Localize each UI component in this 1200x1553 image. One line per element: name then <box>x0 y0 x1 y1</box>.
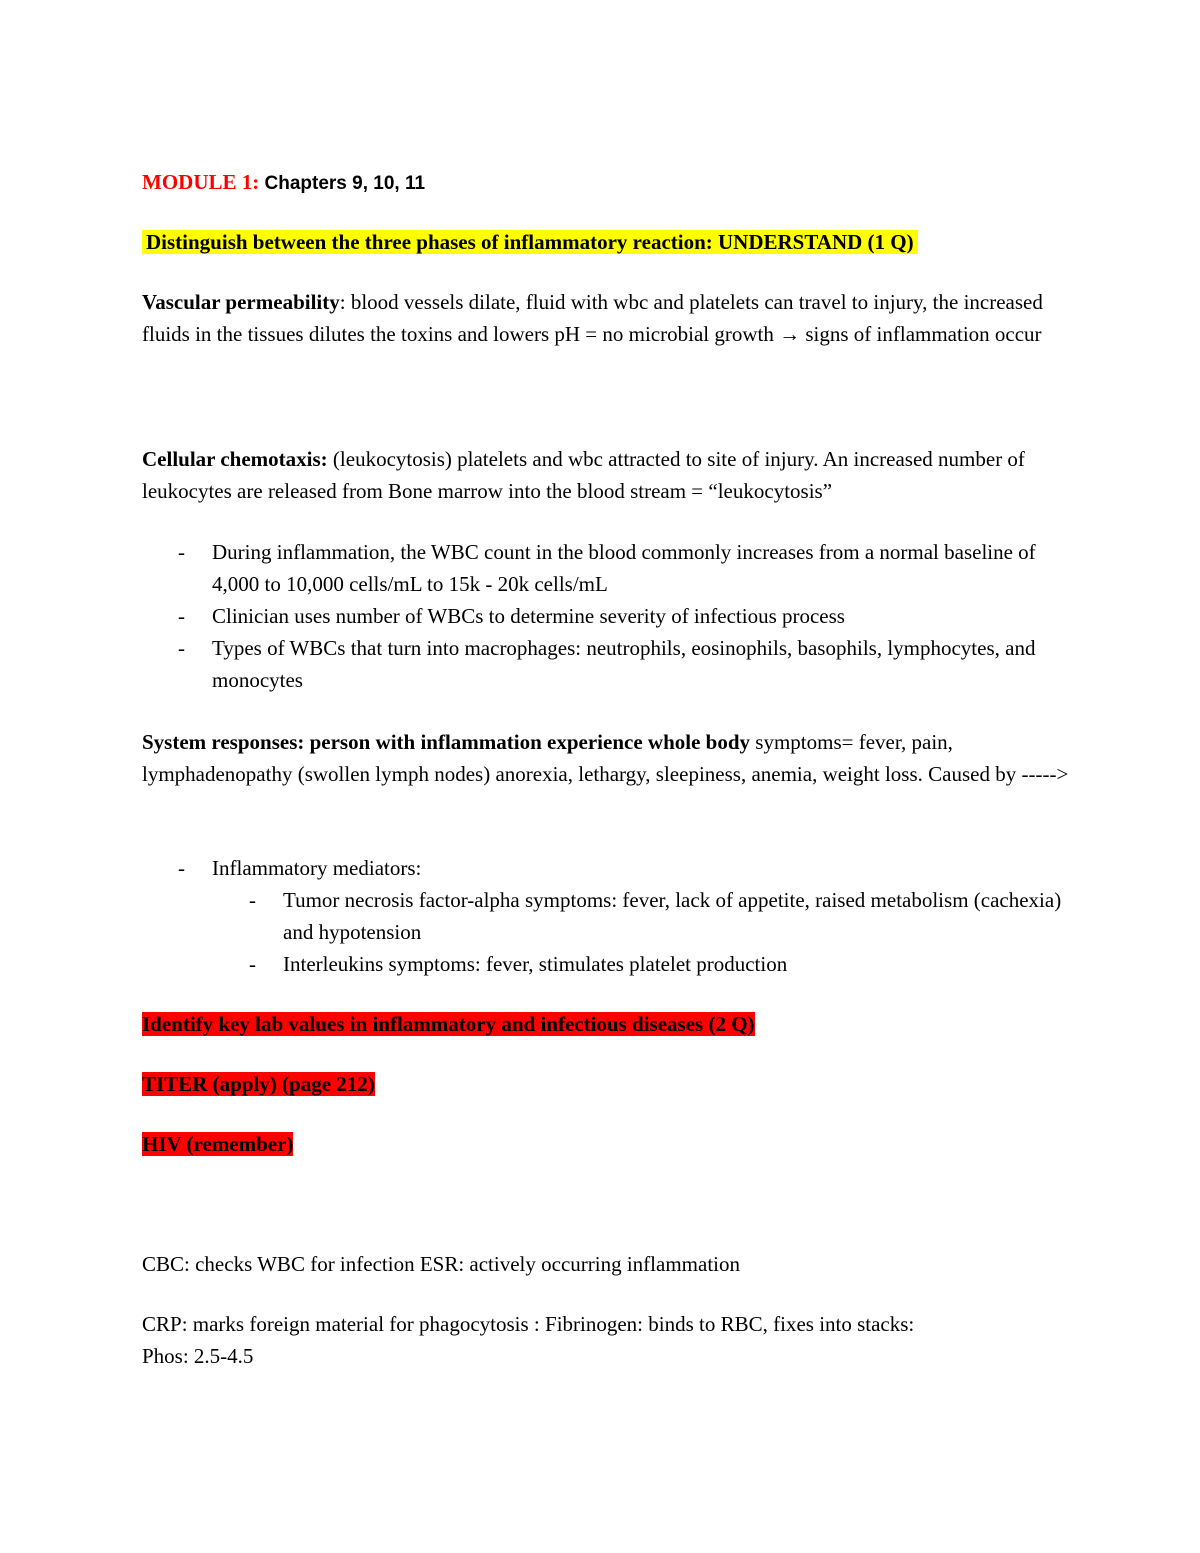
module-chapters: Chapters 9, 10, 11 <box>264 173 426 194</box>
dash-bullet: - <box>178 604 185 628</box>
cellular-bullet-list <box>178 536 1052 696</box>
cellular-paragraph <box>142 443 1072 507</box>
system-sub-bullet-list <box>249 884 1063 980</box>
list-item: - Tumor necrosis factor-alpha symptoms: fever, lack of appetite, raised metabolism (cachexia) and hypotension <box>283 884 1063 948</box>
dash-bullet: - <box>249 888 256 912</box>
system-text: symptoms= fever, pain, lymphadenopathy (swollen lymph nodes) anorexia, lethargy, sleepiness, anemia, weight loss. Caused by -----> <box>142 730 1069 786</box>
objective-heading-1 <box>142 226 1072 258</box>
system-term: System responses: person with inflammation experience whole body <box>142 730 751 754</box>
labs-line-1: CBC: checks WBC for infection ESR: actively occurring inflammation <box>142 1252 740 1276</box>
objective-heading-2 <box>142 1008 1072 1040</box>
vascular-paragraph <box>142 286 1072 350</box>
list-item: - Types of WBCs that turn into macrophages: neutrophils, eosinophils, basophils, lymphocytes, and monocytes <box>212 632 1052 696</box>
system-paragraph <box>142 726 1072 790</box>
dash-bullet: - <box>178 540 185 564</box>
dash-bullet: - <box>178 636 185 660</box>
vascular-term: Vascular permeability <box>142 290 340 314</box>
hiv-heading <box>142 1128 1072 1160</box>
list-item: - Interleukins symptoms: fever, stimulates platelet production <box>283 948 1063 980</box>
cellular-text: (leukocytosis) platelets and wbc attracted to site of injury. An increased number of leukocytes are released from Bone marrow into the blood stream = “leukocytosis” <box>142 447 1025 503</box>
list-item: - During inflammation, the WBC count in the blood commonly increases from a normal baseline of 4,000 to 10,000 cells/mL to 15k - 20k cells/mL <box>212 536 1052 600</box>
module-heading <box>142 166 1072 200</box>
dash-bullet: - <box>249 952 256 976</box>
module-label: MODULE 1: <box>142 170 260 194</box>
labs-line-3: Phos: 2.5-4.5 <box>142 1344 254 1368</box>
dash-bullet: - <box>178 856 185 880</box>
cellular-term: Cellular chemotaxis: <box>142 447 328 471</box>
list-item: - Clinician uses number of WBCs to determine severity of infectious process <box>212 600 1052 632</box>
list-item: - Inflammatory mediators: <box>212 852 1052 884</box>
vascular-text: : blood vessels dilate, fluid with wbc and platelets can travel to injury, the increased fluids in the tissues dilutes the toxins and lowers pH = no microbial growth → signs of inflammation occur <box>142 290 1043 346</box>
titer-highlight: TITER (apply) (page 212) <box>142 1072 375 1096</box>
labs-line-2: CRP: marks foreign material for phagocytosis : Fibrinogen: binds to RBC, fixes into stacks: <box>142 1312 915 1336</box>
hiv-highlight: HIV (remember) <box>142 1132 294 1156</box>
objective-1-highlight: Distinguish between the three phases of inflammatory reaction: UNDERSTAND (1 Q) <box>142 230 918 254</box>
system-bullet-list <box>178 852 1052 884</box>
objective-2-highlight: Identify key lab values in inflammatory and infectious diseases (2 Q) <box>142 1012 755 1036</box>
titer-heading <box>142 1068 1072 1100</box>
